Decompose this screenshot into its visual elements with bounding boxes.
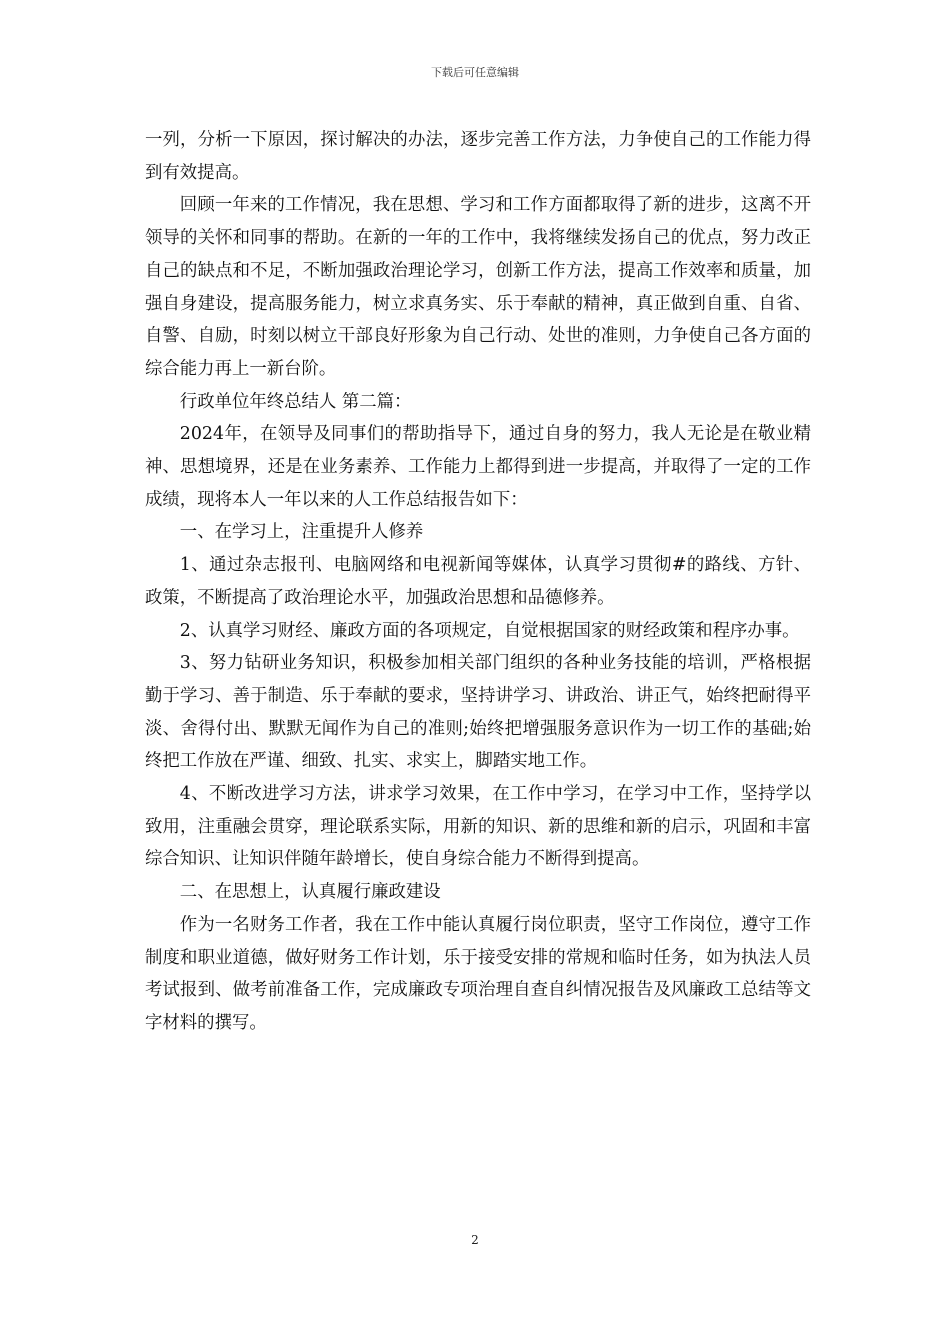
section-title: 行政单位年终总结人 第二篇：	[179, 391, 412, 412]
list-item-2: 2、认真学习财经、廉政方面的各项规定，自觉根据国家的财经政策和程序办事。	[179, 620, 800, 641]
heading-study: 一、在学习上，注重提升人修养	[179, 522, 424, 543]
paragraph-continuation: 一列，分析一下原因，探讨解决的办法，逐步完善工作方法，力争使自己的工作能力得到有效提高。	[145, 130, 811, 183]
document-body	[145, 124, 811, 1040]
heading-thought: 二、在思想上，认真履行廉政建设	[179, 882, 441, 903]
page-number: 2	[471, 1233, 479, 1247]
paragraph-finance: 作为一名财务工作者，我在工作中能认真履行岗位职责，坚守工作岗位，遵守工作制度和职业道德，做好财务工作计划，乐于接受安排的常规和临时任务，如为执法人员考试报到、做考前准备工作，完成廉政专项治理自查自纠情况报告及风廉政工总结等文字材料的撰写。	[145, 914, 811, 1033]
list-item-1: 1、通过杂志报刊、电脑网络和电视新闻等媒体，认真学习贯彻#的路线、方针、政策，不断提高了政治理论水平，加强政治思想和品德修养。	[145, 555, 811, 608]
paragraph-intro: 2024年，在领导及同事们的帮助指导下，通过自身的努力，我人无论是在敬业精神、思想境界，还是在业务素养、工作能力上都得到进一步提高，并取得了一定的工作成绩，现将本人一年以来的人工作总结报告如下：	[145, 424, 811, 510]
list-item-3: 3、努力钻研业务知识，积极参加相关部门组织的各种业务技能的培训，严格根据勤于学习、善于制造、乐于奉献的要求，坚持讲学习、讲政治、讲正气，始终把耐得平淡、舍得付出、默默无闻作为自己的准则;始终把增强服务意识作为一切工作的基础;始终把工作放在严谨、细致、扎实、求实上，脚踏实地工作。	[145, 653, 811, 772]
list-item-4: 4、不断改进学习方法，讲求学习效果，在工作中学习，在学习中工作，坚持学以致用，注重融会贯穿，理论联系实际，用新的知识、新的思维和新的启示，巩固和丰富综合知识、让知识伴随年龄增长，使自身综合能力不断得到提高。	[145, 784, 811, 870]
paragraph-review: 回顾一年来的工作情况，我在思想、学习和工作方面都取得了新的进步，这离不开领导的关怀和同事的帮助。在新的一年的工作中，我将继续发扬自己的优点，努力改正自己的缺点和不足，不断加强政治理论学习，创新工作方法，提高工作效率和质量，加强自身建设，提高服务能力，树立求真务实、乐于奉献的精神，真正做到自重、自省、自警、自励，时刻以树立干部良好形象为自己行动、处世的准则，力争使自己各方面的综合能力再上一新台阶。	[145, 195, 811, 379]
page-header: 下载后可任意编辑	[431, 66, 519, 79]
